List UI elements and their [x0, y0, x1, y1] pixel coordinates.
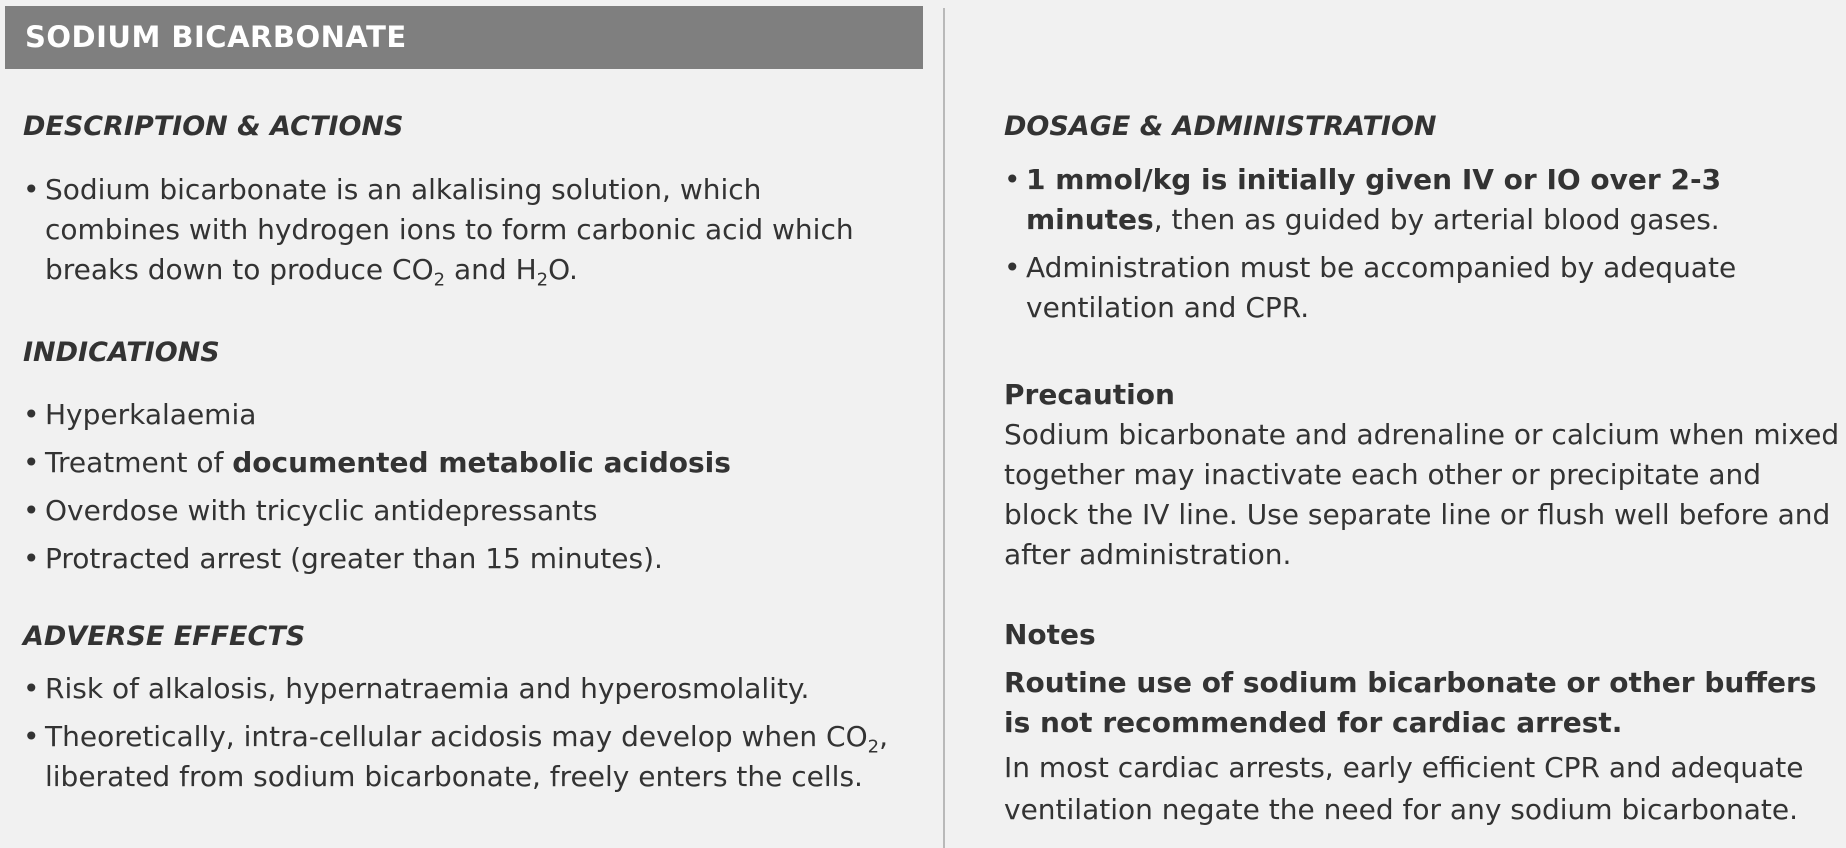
description-heading: DESCRIPTION & ACTIONS: [23, 111, 404, 142]
dosage-list: [1004, 160, 1844, 336]
list-item: • Treatment of documented metabolic acidosis: [23, 443, 883, 483]
page-title: SODIUM BICARBONATE: [5, 6, 923, 69]
precaution-heading: Precaution: [1004, 378, 1175, 411]
indications-list: [23, 395, 883, 587]
notes-bold-text: Routine use of sodium bicarbonate or other buffers is not recommended for cardiac arrest.: [1004, 666, 1817, 739]
adverse-effects-heading: ADVERSE EFFECTS: [23, 621, 306, 652]
list-item: • Risk of alkalosis, hypernatraemia and hyperosmolality.: [23, 669, 893, 709]
list-item: • Sodium bicarbonate is an alkalising solution, which combines with hydrogen ions to form carbonic acid which breaks down to produce $CO_2$ and $H_2O$.: [23, 170, 873, 290]
bullet-icon: •: [23, 720, 40, 753]
bullet-icon: •: [23, 542, 40, 575]
list-item: • Overdose with tricyclic antidepressants: [23, 491, 883, 531]
notes-heading: Notes: [1004, 618, 1096, 651]
dosage-heading: DOSAGE & ADMINISTRATION: [1004, 111, 1437, 142]
bullet-icon: •: [1004, 251, 1021, 284]
column-divider: [943, 8, 945, 848]
list-item: • 1 mmol/kg is initially given IV or IO over 2-3 minutes, then as guided by arterial blood gases.: [1004, 160, 1844, 240]
list-item: • Hyperkalaemia: [23, 395, 883, 435]
bullet-icon: •: [23, 672, 40, 705]
list-item: • Administration must be accompanied by adequate ventilation and CPR.: [1004, 248, 1844, 328]
bullet-icon: •: [23, 494, 40, 527]
bullet-icon: •: [23, 173, 40, 206]
list-item: • Theoretically, intra-cellular acidosis may develop when $CO_2$, liberated from sodium bicarbonate, freely enters the cells.: [23, 717, 893, 797]
notes-text: In most cardiac arrests, early efficient CPR and adequate ventilation negate the need for any sodium bicarbonate.: [1004, 751, 1804, 826]
indications-heading: INDICATIONS: [23, 337, 220, 368]
description-list: [23, 170, 873, 298]
bullet-icon: •: [1004, 163, 1021, 196]
adverse-effects-list: [23, 669, 893, 805]
precaution-text: Sodium bicarbonate and adrenaline or calcium when mixed together may inactivate each other or precipitate and block the IV line. Use separate line or flush well before and after administration.: [1004, 418, 1840, 571]
bullet-icon: •: [23, 398, 40, 431]
bullet-icon: •: [23, 446, 40, 479]
list-item: • Protracted arrest (greater than 15 minutes).: [23, 539, 883, 579]
